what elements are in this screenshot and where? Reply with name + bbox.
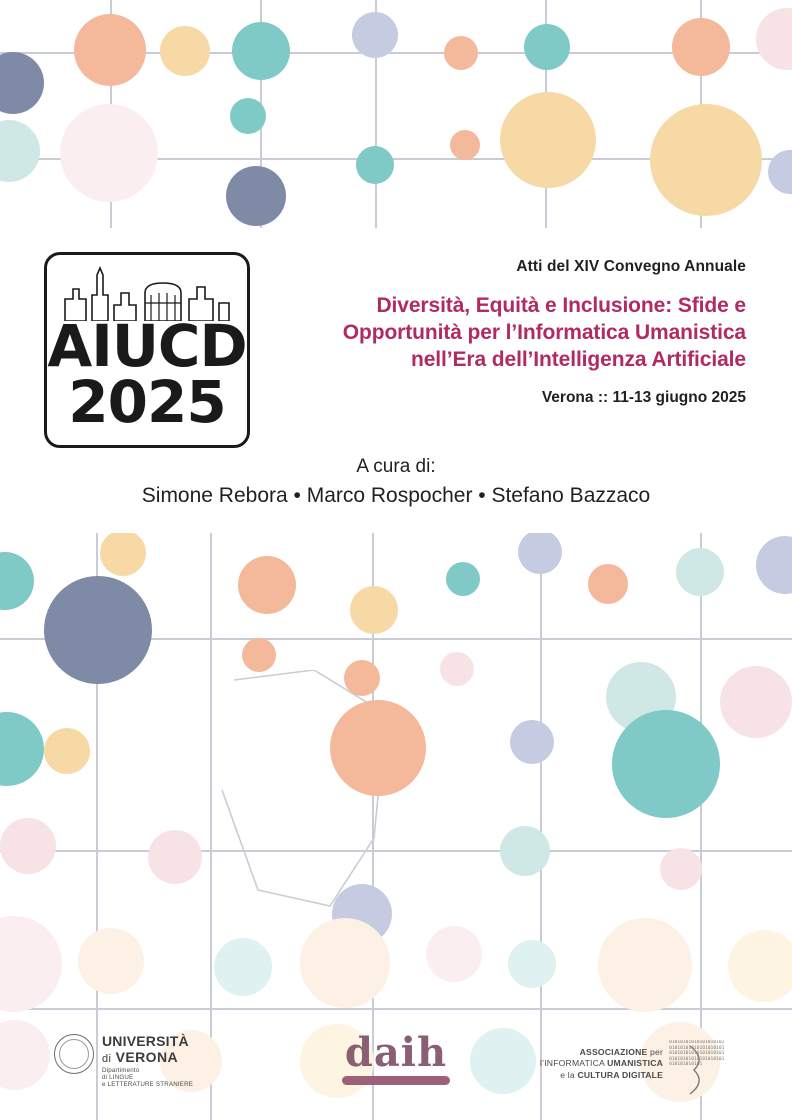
pattern-dot <box>100 530 146 576</box>
pattern-dot <box>768 150 792 194</box>
pattern-dot <box>214 938 272 996</box>
university-line1: UNIVERSITÀ <box>102 1033 189 1049</box>
footer-logos <box>0 1022 792 1120</box>
pattern-dot <box>352 12 398 58</box>
pattern-dot <box>350 586 398 634</box>
pattern-dot <box>60 104 158 202</box>
pattern-dot <box>232 22 290 80</box>
department-line1: Dipartimento <box>102 1067 140 1075</box>
pattern-dot <box>238 556 296 614</box>
daih-logo <box>330 1029 462 1085</box>
page-title: Diversità, Equità e Inclusione: Sfide e Opportunità per l’Informatica Umanistica nell’Era dell’Intelligenza Artificiale <box>342 294 746 371</box>
pattern-dot <box>330 700 426 796</box>
daih-underline <box>342 1076 450 1085</box>
pattern-dot <box>0 120 40 182</box>
pattern-dot <box>148 830 202 884</box>
editors-block <box>0 456 792 508</box>
pattern-dot <box>74 14 146 86</box>
pattern-dot <box>728 930 792 1002</box>
logo-acronym: AIUCD <box>47 312 247 380</box>
pattern-dot <box>44 576 152 684</box>
venue-and-dates: Verona :: 11-13 giugno 2025 <box>541 389 746 406</box>
pattern-dot <box>660 848 702 890</box>
pattern-dot <box>44 728 90 774</box>
pattern-dot <box>0 916 62 1012</box>
pattern-dot <box>160 26 210 76</box>
pattern-dot <box>500 92 596 188</box>
pattern-dot <box>588 564 628 604</box>
pattern-dot <box>450 130 480 160</box>
binary-pattern-icon: 01010101010101010101010101010101010101010101010101010101010101010101010101010101010101010101 <box>669 1040 725 1068</box>
aiucd-2025-logo <box>44 252 250 448</box>
logo-year: 2025 <box>68 368 226 436</box>
pattern-dot <box>500 826 550 876</box>
pattern-dot <box>444 36 478 70</box>
university-wordmark <box>102 1034 193 1089</box>
association-line1: ASSOCIAZIONE per <box>579 1046 664 1057</box>
daih-wordmark: daih <box>344 1029 448 1076</box>
association-line3: e la CULTURA DIGITALE <box>560 1069 664 1080</box>
pattern-dot <box>226 166 286 226</box>
department-line3: e LETTERATURE STRANIERE <box>102 1081 194 1089</box>
pattern-dot <box>344 660 380 696</box>
editors-label: A cura di: <box>356 456 436 477</box>
pattern-dot <box>0 52 44 114</box>
university-of-verona-logo <box>54 1034 193 1089</box>
pattern-dot <box>510 720 554 764</box>
pattern-dot <box>426 926 482 982</box>
pattern-dot <box>650 104 762 216</box>
pattern-dot <box>440 652 474 686</box>
pattern-dot <box>0 552 34 610</box>
association-curve-icon <box>686 1044 708 1096</box>
pattern-dot <box>356 146 394 184</box>
aiucd-association-logo <box>540 1040 725 1088</box>
pattern-dot <box>230 98 266 134</box>
pattern-dot <box>524 24 570 70</box>
university-seal-icon <box>54 1034 94 1074</box>
pattern-dot <box>78 928 144 994</box>
pattern-dot <box>672 18 730 76</box>
pattern-dot <box>756 536 792 594</box>
pattern-dot <box>0 818 56 874</box>
decorative-pattern-top <box>0 0 792 238</box>
pattern-dot <box>508 940 556 988</box>
title-block <box>262 258 746 407</box>
association-line2: l’INFORMATICA UMANISTICA <box>540 1058 664 1069</box>
pattern-dot <box>756 8 792 70</box>
proceedings-kicker: Atti del XIV Convegno Annuale <box>516 258 746 275</box>
pattern-dot <box>300 918 390 1008</box>
association-wordmark <box>540 1047 663 1082</box>
pattern-dot <box>242 638 276 672</box>
pattern-dot <box>0 712 44 786</box>
pattern-dot <box>720 666 792 738</box>
pattern-dot <box>446 562 480 596</box>
pattern-dot <box>598 918 692 1012</box>
university-line2: di VERONA <box>102 1048 178 1065</box>
editors-names: Simone Rebora • Marco Rospocher • Stefano Bazzaco <box>141 484 651 507</box>
pattern-dot <box>518 530 562 574</box>
pattern-line <box>0 1008 792 1010</box>
pattern-dot <box>612 710 720 818</box>
department-line2: di LINGUE <box>102 1074 134 1082</box>
pattern-dot <box>676 548 724 596</box>
